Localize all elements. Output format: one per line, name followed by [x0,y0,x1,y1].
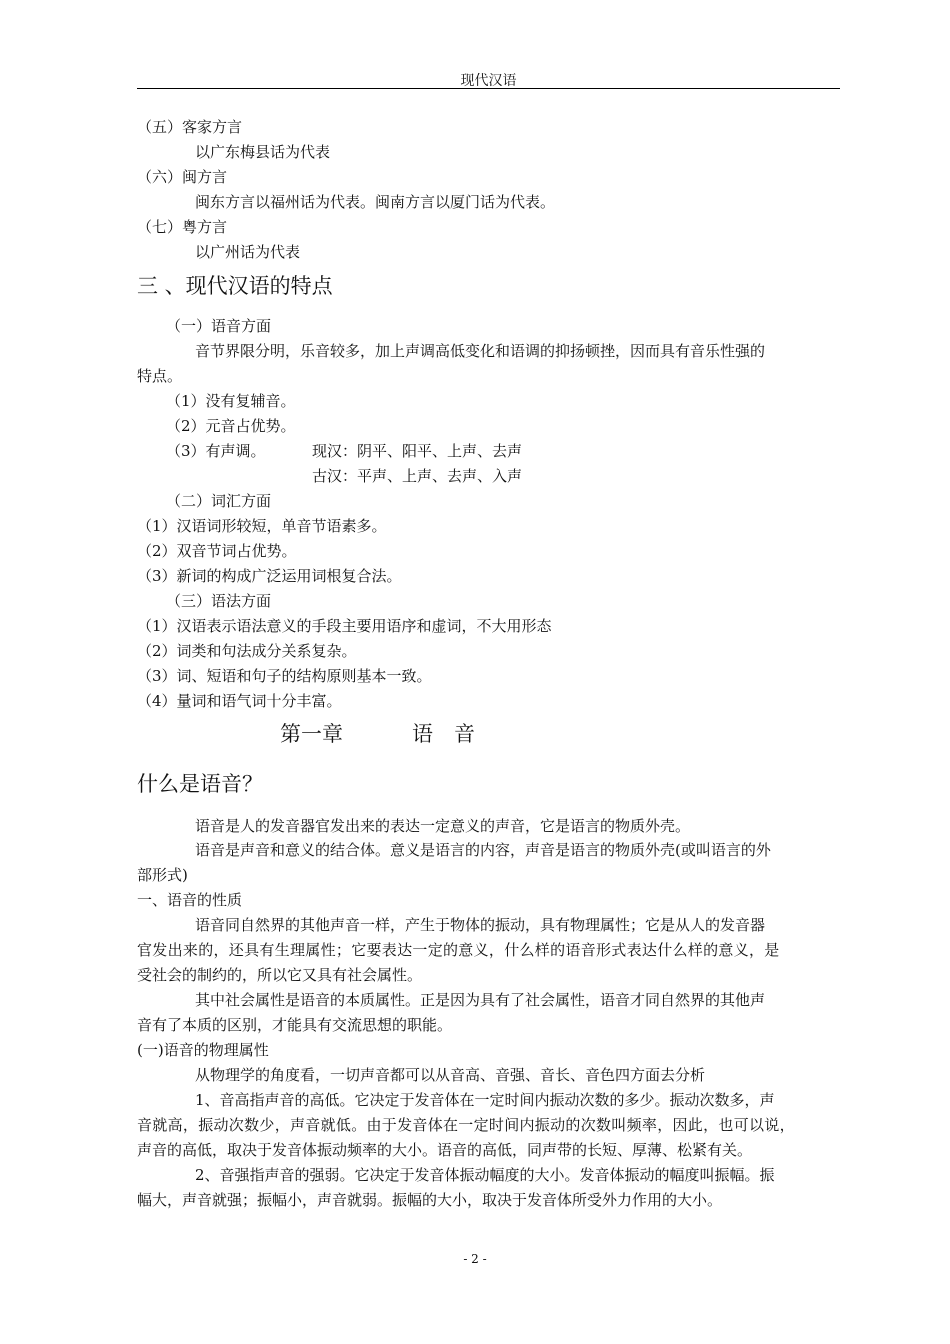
nature-heading: 一、语音的性质 [137,891,243,909]
header-rule [137,88,840,89]
nature-p1-line2: 官发出来的，还具有生理属性；它要表达一定的意义，什么样的语音形式表达什么样的意义，是 [137,941,780,959]
page-number: - 2 - [463,1252,487,1266]
nature-p1-line1: 语音同自然界的其他声音一样，产生于物体的振动，具有物理属性；它是从人的发音器 [195,916,766,934]
chapter-title: 语 音 [412,722,475,746]
pitch-line1: 1、音高指声音的高低。它决定于发音体在一定时间内振动次数的多少。振动次数多，声 [195,1091,775,1109]
what-is-heading: 什么是语音？ [137,772,263,796]
dialect-heading-hakka: （五）客家方言 [137,118,243,136]
intensity-line1: 2、音强指声音的强弱。它决定于发音体振动幅度的大小。发音体振动的幅度叫振幅。振 [195,1166,775,1184]
phonetics-paragraph-end: 特点。 [137,367,183,385]
tones-ancient: 古汉：平声、上声、去声、入声 [312,467,523,485]
section-title: 三 、现代汉语的特点 [137,274,333,298]
nature-p1-line3: 受社会的制约的，所以它又具有社会属性。 [137,966,423,984]
dialect-desc-yue: 以广州话为代表 [195,243,301,261]
vocabulary-item-2: （2）双音节词占优势。 [137,542,297,560]
grammar-item-3: （3）词、短语和句子的结构原则基本一致。 [137,667,432,685]
phonetics-item-1: （1）没有复辅音。 [166,392,296,410]
grammar-heading: （三）语法方面 [166,592,272,610]
phonetics-paragraph: 音节界限分明，乐音较多，加上声调高低变化和语调的抑扬顿挫，因而具有音乐性强的 [195,342,766,360]
tones-modern: 现汉：阴平、阳平、上声、去声 [312,442,523,460]
dialect-desc-min: 闽东方言以福州话为代表。闽南方言以厦门话为代表。 [195,193,556,211]
physical-heading: (一)语音的物理属性 [137,1041,269,1059]
running-header: 现代汉语 [460,73,517,89]
what-is-p1: 语音是人的发音器官发出来的表达一定意义的声音，它是语言的物质外壳。 [195,817,691,835]
chapter-number: 第一章 [280,722,343,746]
grammar-item-1: （1）汉语表示语法意义的手段主要用语序和虚词，不大用形态 [137,617,552,635]
dialect-heading-min: （六）闽方言 [137,168,228,186]
what-is-p2: 语音是声音和意义的结合体。意义是语言的内容，声音是语言的物质外壳(或叫语言的外 [195,841,771,859]
vocabulary-item-3: （3）新词的构成广泛运用词根复合法。 [137,567,402,585]
phonetics-item-3: （3）有声调。 [166,442,266,460]
nature-p2-line2: 音有了本质的区别，才能具有交流思想的职能。 [137,1016,453,1034]
nature-p2-line1: 其中社会属性是语音的本质属性。正是因为具有了社会属性，语音才同自然界的其他声 [195,991,766,1009]
pitch-line3: 声音的高低，取决于发音体振动频率的大小。语音的高低，同声带的长短、厚薄、松紧有关。 [137,1141,753,1159]
dialect-heading-yue: （七）粤方言 [137,218,228,236]
vocabulary-heading: （二）词汇方面 [166,492,272,510]
grammar-item-4: （4）量词和语气词十分丰富。 [137,692,342,710]
phonetics-item-2: （2）元音占优势。 [166,417,296,435]
physical-intro: 从物理学的角度看，一切声音都可以从音高、音强、音长、音色四方面去分析 [195,1066,706,1084]
what-is-p2-end: 部形式) [137,866,188,884]
intensity-line2: 幅大，声音就强；振幅小，声音就弱。振幅的大小，取决于发音体所受外力作用的大小。 [137,1191,723,1209]
vocabulary-item-1: （1）汉语词形较短，单音节语素多。 [137,517,387,535]
phonetics-heading: （一）语音方面 [166,317,272,335]
pitch-line2: 音就高，振动次数少，声音就低。由于发音体在一定时间内振动的次数叫频率，因此，也可以说， [137,1116,795,1134]
dialect-desc-hakka: 以广东梅县话为代表 [195,143,331,161]
grammar-item-2: （2）词类和句法成分关系复杂。 [137,642,357,660]
